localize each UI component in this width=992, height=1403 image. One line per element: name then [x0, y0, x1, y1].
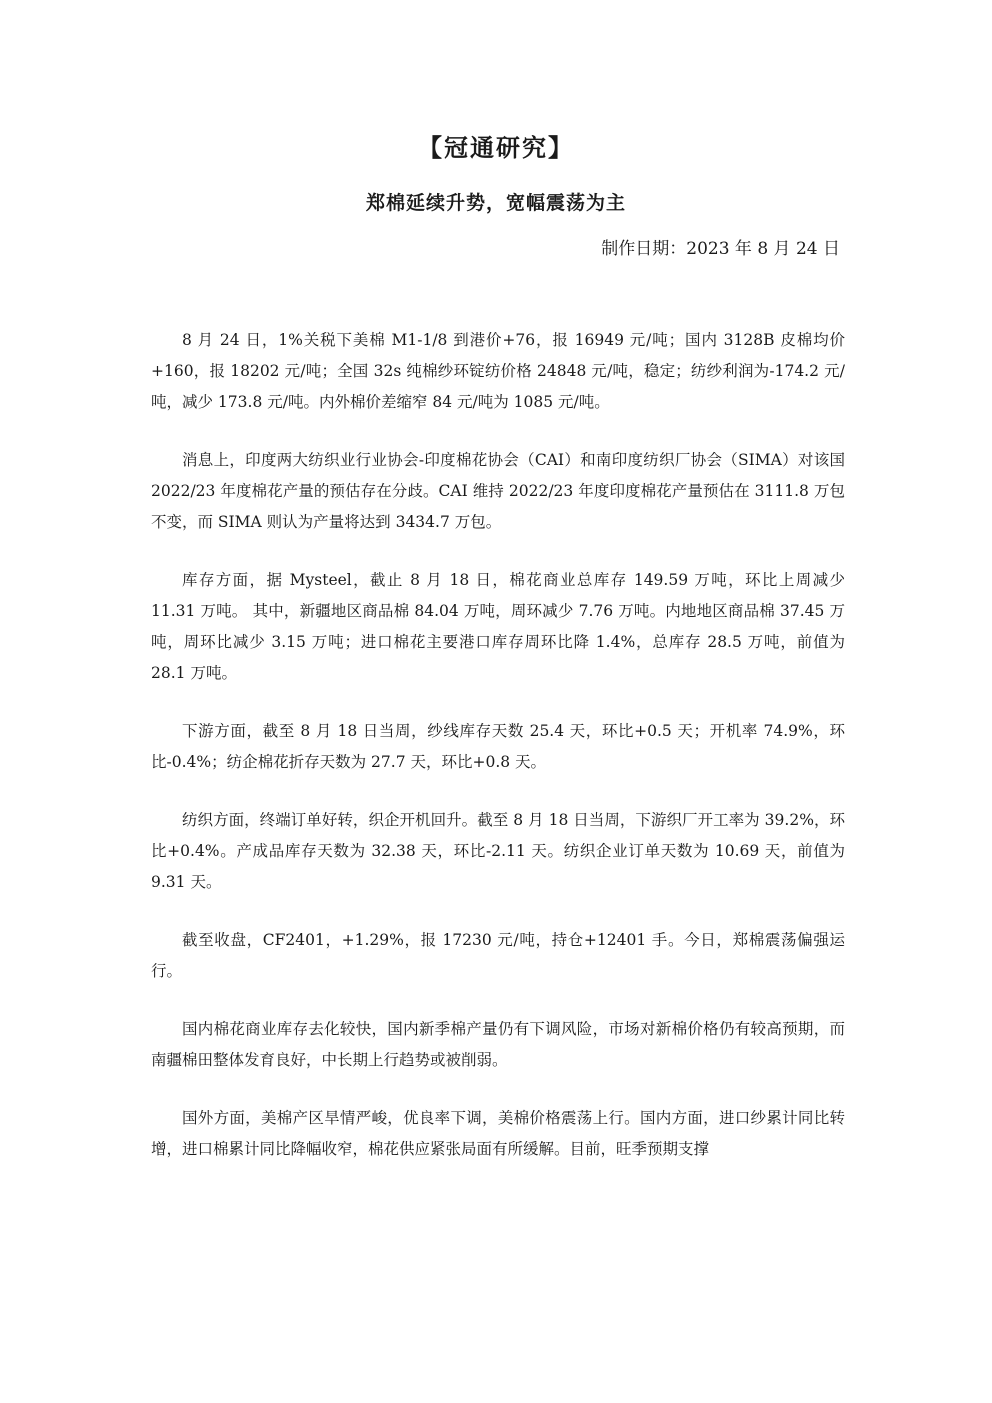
report-body [151, 325, 845, 1192]
paragraph-price-summary: 8 月 24 日，1%关税下美棉 M1-1/8 到港价+76，报 16949 元/吨；国内 3128B 皮棉均价+160，报 18202 元/吨；全国 32s 纯棉纱环锭纺价格 24848 元/吨，稳定；纺纱利润为-174.2 元/吨，减少 173.8 元/吨。内外棉价差缩窄 84 元/吨为 1085 元/吨。 [151, 331, 845, 411]
report-headline: 郑棉延续升势，宽幅震荡为主 [365, 192, 626, 214]
paragraph-domestic-outlook: 国内棉花商业库存去化较快，国内新季棉产量仍有下调风险，市场对新棉价格仍有较高预期，而南疆棉田整体发育良好，中长期上行趋势或被削弱。 [151, 1020, 845, 1069]
report-date: 制作日期：2023 年 8 月 24 日 [601, 239, 840, 259]
paragraph-downstream: 下游方面，截至 8 月 18 日当周，纱线库存天数 25.4 天，环比+0.5 天；开机率 74.9%，环比-0.4%；纺企棉花折存天数为 27.7 天，环比+0.8 天。 [151, 722, 845, 771]
paragraph-inventory: 库存方面，据 Mysteel，截止 8 月 18 日，棉花商业总库存 149.59 万吨，环比上周减少 11.31 万吨。 其中，新疆地区商品棉 84.04 万吨，周环减少 7.76 万吨。内地地区商品棉 37.45 万吨，周环比减少 3.15 万吨；进口棉花主要港口库存周环比降 1.4%，总库存 28.5 万吨，前值为 28.1 万吨。 [151, 571, 845, 682]
paragraph-overseas-outlook: 国外方面，美棉产区旱情严峻，优良率下调，美棉价格震荡上行。国内方面，进口纱累计同比转增，进口棉累计同比降幅收窄，棉花供应紧张局面有所缓解。目前，旺季预期支撑 [151, 1109, 845, 1158]
paragraph-india-news: 消息上，印度两大纺织业行业协会-印度棉花协会（CAI）和南印度纺织厂协会（SIMA）对该国 2022/23 年度棉花产量的预估存在分歧。CAI 维持 2022/23 年度印度棉花产量预估在 3111.8 万包不变，而 SIMA 则认为产量将达到 3434.7 万包。 [151, 451, 845, 531]
paragraph-close: 截至收盘，CF2401，+1.29%，报 17230 元/吨，持仓+12401 手。今日，郑棉震荡偏强运行。 [151, 931, 845, 980]
report-series-title: 【冠通研究】 [418, 133, 574, 162]
paragraph-weaving: 纺织方面，终端订单好转，织企开机回升。截至 8 月 18 日当周，下游织厂开工率为 39.2%，环比+0.4%。产成品库存天数为 32.38 天，环比-2.11 天。纺织企业订单天数为 10.69 天，前值为 9.31 天。 [151, 811, 845, 891]
